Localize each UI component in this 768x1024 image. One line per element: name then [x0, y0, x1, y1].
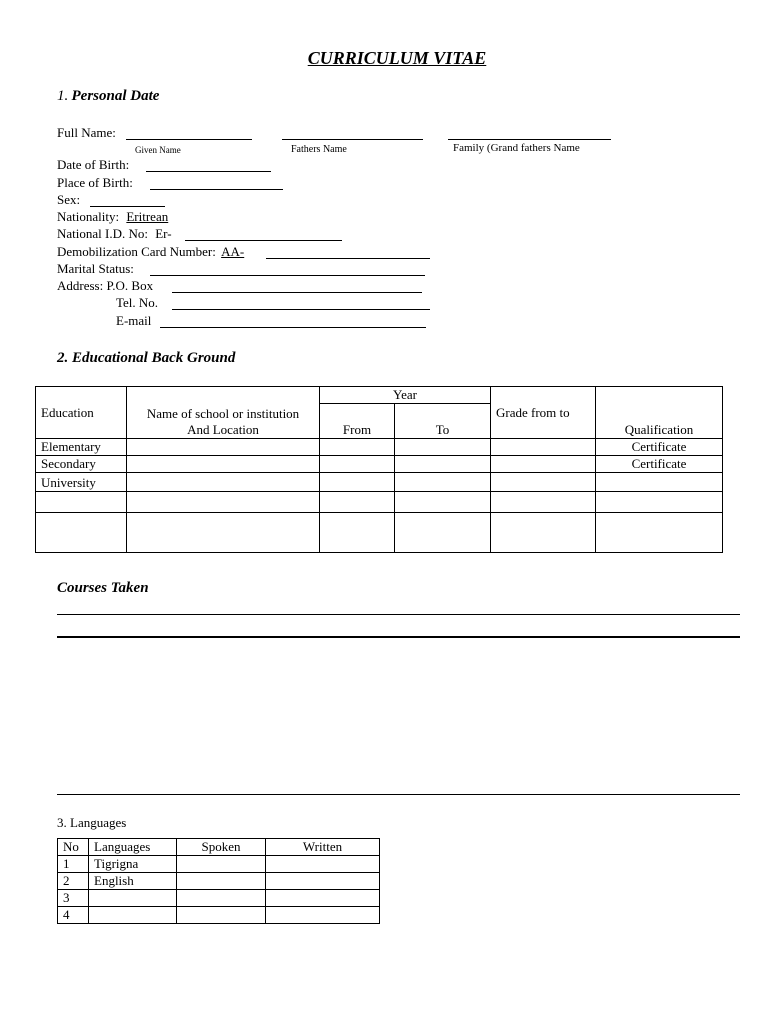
sex-field[interactable] — [90, 206, 165, 207]
national-id-field[interactable] — [185, 240, 342, 241]
qualification-cell[interactable] — [596, 513, 723, 553]
spoken-header: Spoken — [177, 839, 266, 856]
demob-field[interactable] — [266, 258, 430, 259]
education-table — [35, 386, 723, 553]
demob-label: Demobilization Card Number: — [57, 244, 216, 259]
language-no: 2 — [58, 873, 89, 890]
demob-row — [57, 244, 244, 260]
school-cell[interactable] — [127, 439, 320, 456]
section-title: Personal Date — [71, 88, 160, 104]
language-name[interactable] — [89, 890, 177, 907]
education-section-heading: 2. Educational Back Ground — [57, 350, 236, 366]
nationality-row — [57, 209, 168, 225]
sex-label: Sex: — [57, 192, 81, 207]
table-row — [58, 890, 380, 907]
to-cell[interactable] — [395, 456, 491, 473]
table-row — [58, 856, 380, 873]
education-level: Elementary — [36, 439, 127, 456]
to-cell[interactable] — [395, 473, 491, 492]
language-name: Tigrigna — [89, 856, 177, 873]
grade-header: Grade from to — [491, 387, 596, 439]
school-header-line1: Name of school or institution — [146, 406, 300, 421]
education-header: Education — [36, 387, 127, 439]
courses-heading: Courses Taken — [57, 580, 149, 596]
school-cell[interactable] — [127, 473, 320, 492]
family-name-caption: Family (Grand fathers Name — [453, 142, 580, 154]
no-header: No — [58, 839, 89, 856]
language-no: 4 — [58, 907, 89, 924]
table-row — [36, 473, 723, 492]
marital-label: Marital Status: — [57, 261, 134, 276]
school-cell[interactable] — [127, 513, 320, 553]
language-no: 3 — [58, 890, 89, 907]
marital-field[interactable] — [150, 275, 425, 276]
table-row — [36, 456, 723, 473]
school-cell[interactable] — [127, 456, 320, 473]
dob-field[interactable] — [146, 171, 271, 172]
nationality-label: Nationality: — [57, 209, 120, 224]
courses-line-3[interactable] — [57, 794, 740, 795]
education-level: Secondary — [36, 456, 127, 473]
tel-label: Tel. No. — [116, 295, 159, 310]
table-row — [58, 907, 380, 924]
languages-table — [57, 838, 380, 924]
pob-field[interactable] — [150, 189, 283, 190]
to-cell[interactable] — [395, 492, 491, 513]
spoken-cell[interactable] — [177, 907, 266, 924]
spoken-cell[interactable] — [177, 873, 266, 890]
to-header: To — [395, 404, 491, 439]
education-level: University — [36, 473, 127, 492]
pob-label: Place of Birth: — [57, 175, 133, 190]
qualification-cell[interactable] — [596, 492, 723, 513]
personal-section-heading — [57, 88, 159, 105]
spoken-cell[interactable] — [177, 890, 266, 907]
written-cell[interactable] — [266, 890, 380, 907]
year-header: Year — [320, 387, 491, 404]
document-title: CURRICULUM VITAE — [307, 48, 487, 68]
table-row — [36, 439, 723, 456]
from-cell[interactable] — [320, 439, 395, 456]
education-level[interactable] — [36, 513, 127, 553]
from-header: From — [320, 404, 395, 439]
table-row — [36, 492, 723, 513]
national-id-row — [57, 226, 172, 242]
from-cell[interactable] — [320, 492, 395, 513]
tel-field[interactable] — [172, 309, 430, 310]
national-id-label: National I.D. No: — [57, 226, 148, 241]
languages-heading: 3. Languages — [57, 815, 127, 830]
from-cell[interactable] — [320, 456, 395, 473]
family-name-field[interactable] — [448, 139, 611, 140]
national-id-prefix: Er- — [155, 226, 172, 241]
dob-label: Date of Birth: — [57, 157, 130, 172]
demob-prefix: AA- — [221, 244, 245, 259]
qualification-header: Qualification — [596, 387, 723, 439]
written-cell[interactable] — [266, 873, 380, 890]
courses-line-1[interactable] — [57, 614, 740, 615]
written-header: Written — [266, 839, 380, 856]
from-cell[interactable] — [320, 473, 395, 492]
given-name-field[interactable] — [126, 139, 252, 140]
grade-cell[interactable] — [491, 456, 596, 473]
given-name-caption: Given Name — [135, 145, 181, 155]
written-cell[interactable] — [266, 856, 380, 873]
spoken-cell[interactable] — [177, 856, 266, 873]
fathers-name-field[interactable] — [282, 139, 423, 140]
po-box-field[interactable] — [172, 292, 422, 293]
full-name-label: Full Name: — [57, 125, 116, 140]
to-cell[interactable] — [395, 439, 491, 456]
grade-cell[interactable] — [491, 492, 596, 513]
languages-header: Languages — [89, 839, 177, 856]
nationality-value[interactable]: Eritrean — [126, 209, 169, 224]
languages-header-row — [58, 839, 380, 856]
school-header-line2: And Location — [187, 422, 259, 437]
fathers-name-caption: Fathers Name — [291, 144, 347, 155]
grade-cell[interactable] — [491, 473, 596, 492]
section-number: 1. — [57, 88, 69, 104]
grade-cell[interactable] — [491, 513, 596, 553]
grade-cell[interactable] — [491, 439, 596, 456]
written-cell[interactable] — [266, 907, 380, 924]
qualification-cell[interactable]: Certificate — [596, 439, 723, 456]
email-label: E-mail — [116, 313, 152, 328]
qualification-cell[interactable]: Certificate — [596, 456, 723, 473]
education-header-row — [36, 387, 723, 404]
to-cell[interactable] — [395, 513, 491, 553]
language-no: 1 — [58, 856, 89, 873]
courses-line-2[interactable] — [57, 636, 740, 638]
school-header — [127, 387, 320, 439]
school-cell[interactable] — [127, 492, 320, 513]
language-name[interactable] — [89, 907, 177, 924]
from-cell[interactable] — [320, 513, 395, 553]
address-label: Address: P.O. Box — [57, 278, 154, 293]
qualification-cell[interactable] — [596, 473, 723, 492]
email-field[interactable] — [160, 327, 426, 328]
education-level[interactable] — [36, 492, 127, 513]
table-row — [36, 513, 723, 553]
table-row — [58, 873, 380, 890]
language-name: English — [89, 873, 177, 890]
